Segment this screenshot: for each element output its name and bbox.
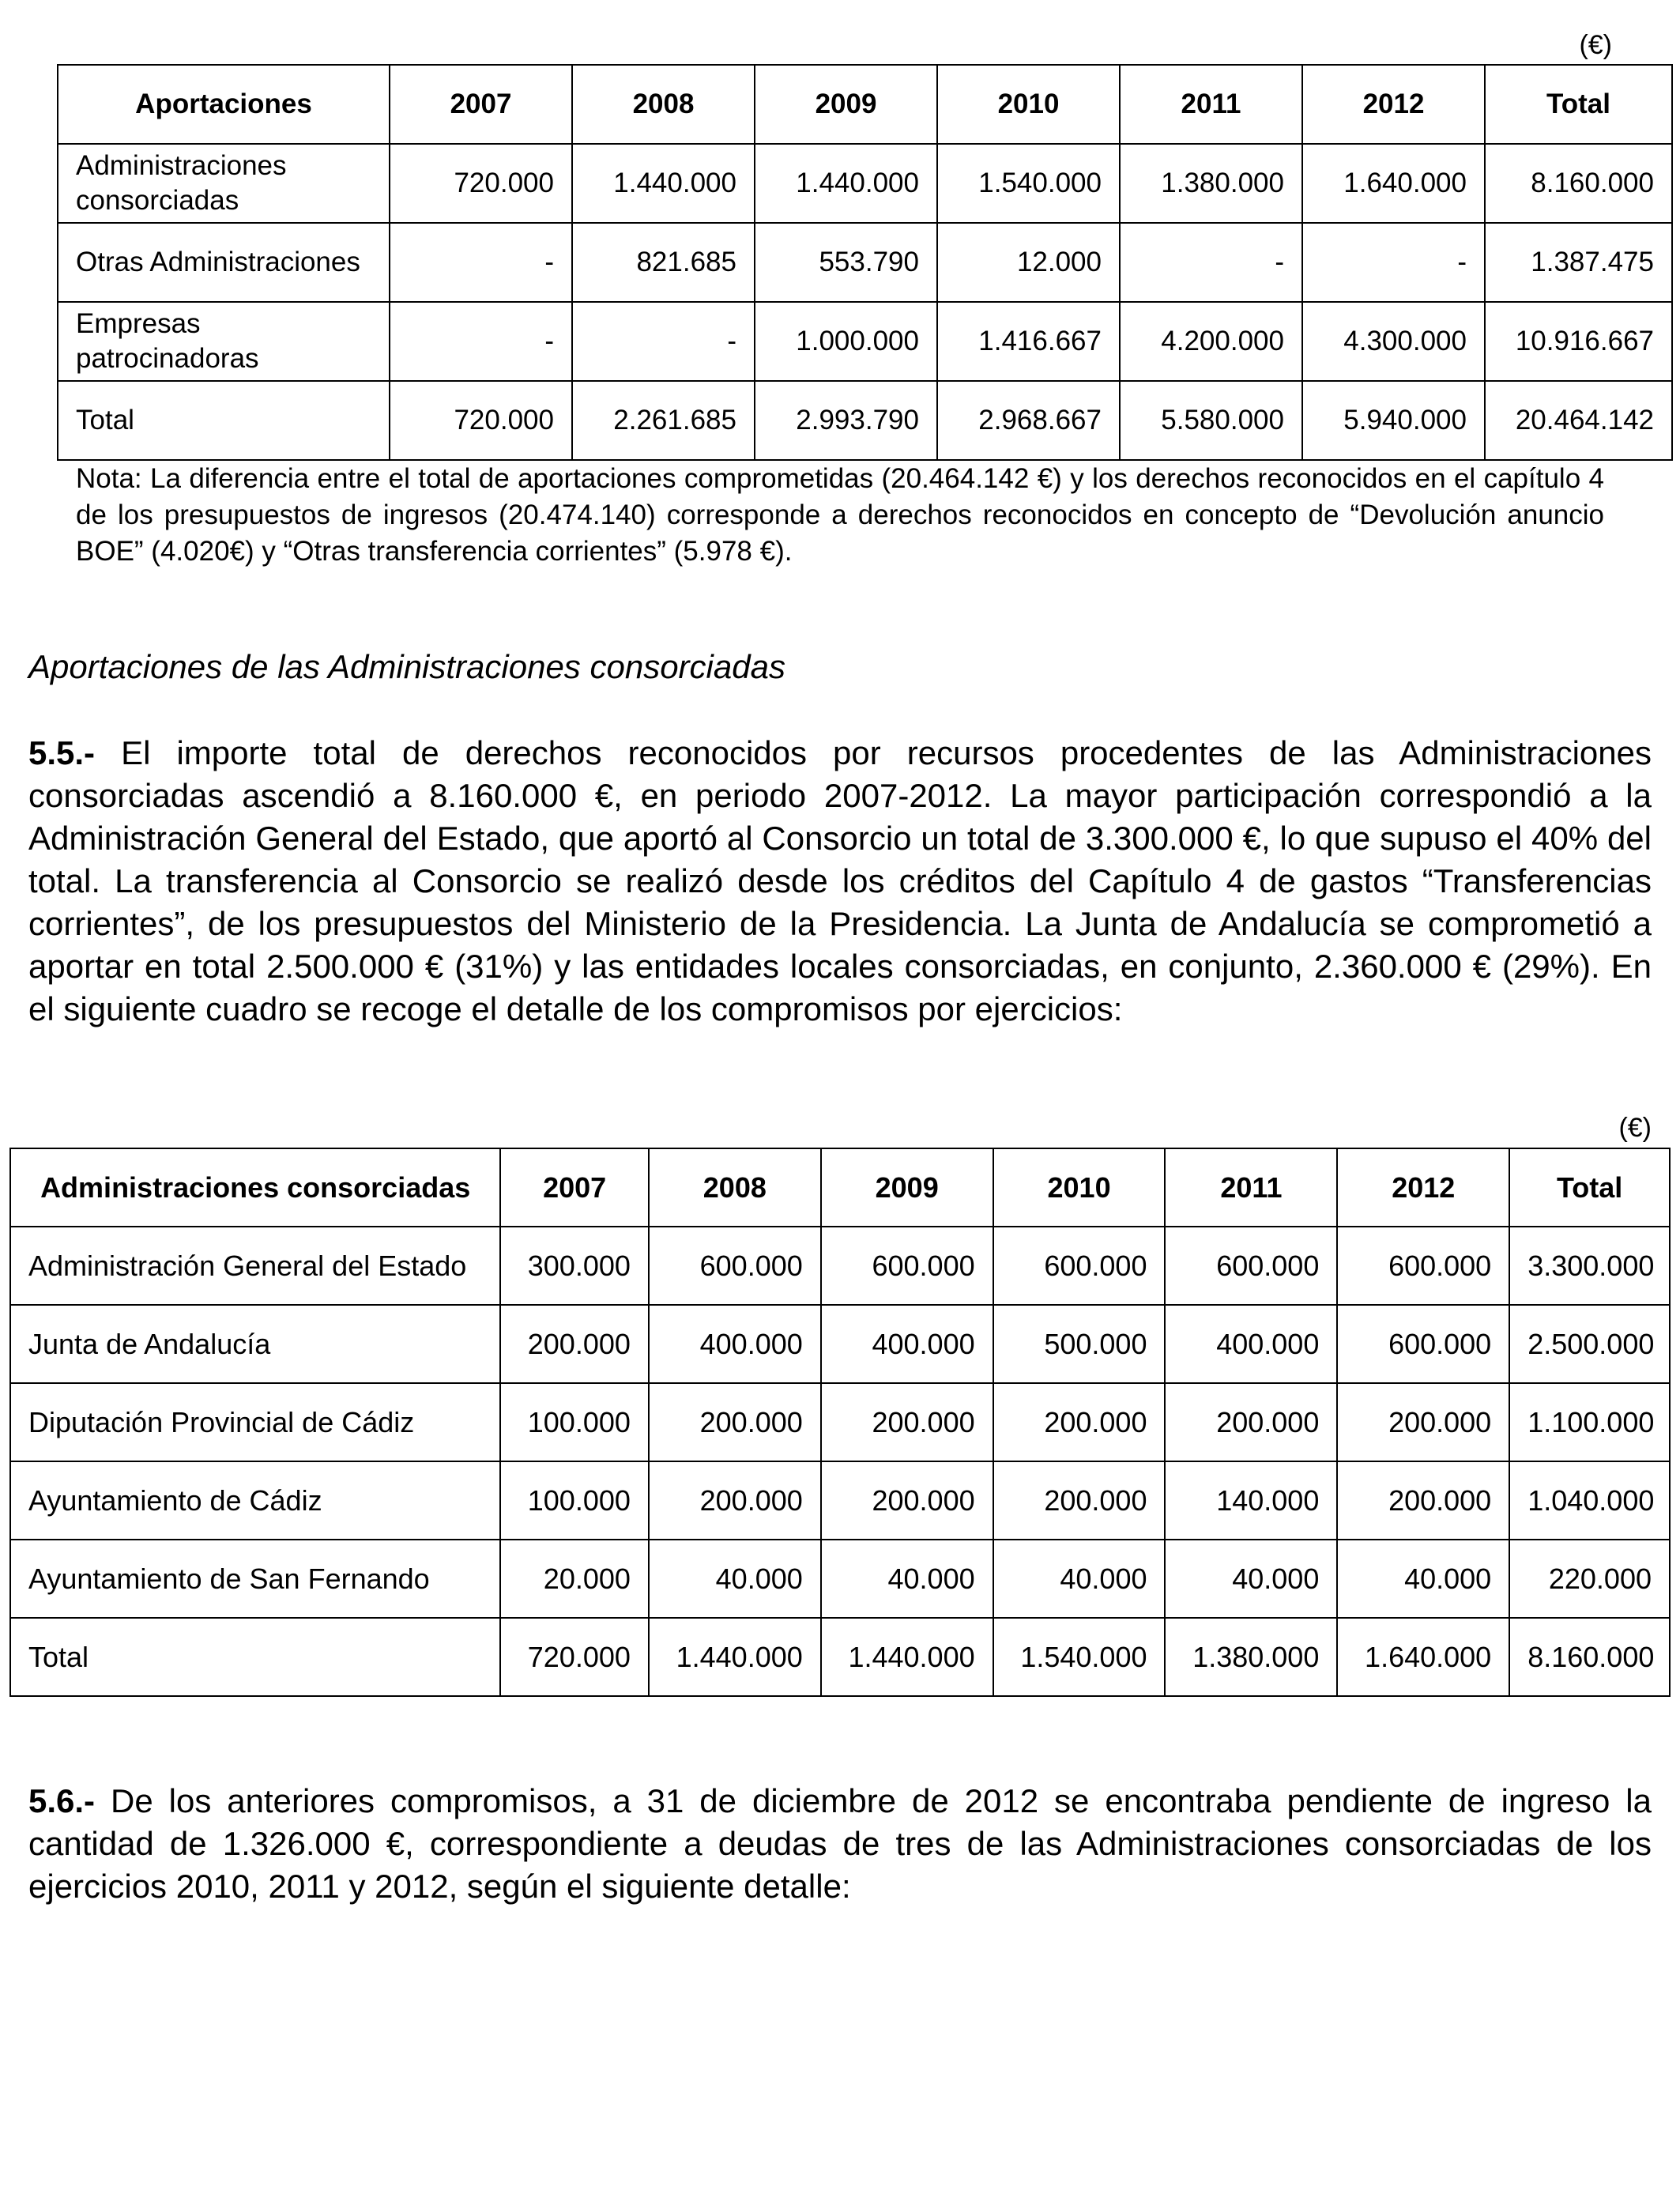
cell-value: 8.160.000 (1509, 1618, 1670, 1696)
cell-value: 220.000 (1509, 1540, 1670, 1618)
cell-value: 1.440.000 (649, 1618, 821, 1696)
cell-value: 2.261.685 (572, 381, 755, 460)
cell-value: 20.000 (500, 1540, 649, 1618)
table-row (58, 223, 1672, 302)
paragraph-text: El importe total de derechos reconocidos por recursos procedentes de las Administraciones consorciadas ascendió a 8.160.000 €, en periodo 2007-2012. La mayor participación correspondió a la Administración General del Estado, que aportó al Consorcio un total de 3.300.000 €, lo que supuso el 40% del total. La transferencia al Consorcio se realizó desde los créditos del Capítulo 4 de gastos “Transferencias corrientes”, de los presupuestos del Ministerio de la Presidencia. La Junta de Andalucía se comprometió a aportar en total 2.500.000 € (31%) y las entidades locales consorciadas, en conjunto, 2.360.000 € (29%). En el siguiente cuadro se recoge el detalle de los compromisos por ejercicios: (28, 734, 1652, 1027)
cell-value: 1.380.000 (1165, 1618, 1337, 1696)
header-cell: 2011 (1165, 1148, 1337, 1227)
cell-value: - (390, 302, 572, 381)
cell-value: 1.000.000 (755, 302, 937, 381)
cell-value: 2.500.000 (1509, 1305, 1670, 1383)
cell-value: 600.000 (1337, 1305, 1509, 1383)
cell-value: 200.000 (649, 1461, 821, 1540)
cell-value: 2.993.790 (755, 381, 937, 460)
cell-value: 500.000 (993, 1305, 1166, 1383)
cell-value: - (572, 302, 755, 381)
cell-value: 1.540.000 (937, 144, 1120, 223)
table-row (58, 302, 1672, 381)
row-label: Junta de Andalucía (10, 1305, 500, 1383)
row-label: Total (10, 1618, 500, 1696)
row-label: Empresas patrocinadoras (58, 302, 390, 381)
cell-value: 200.000 (993, 1383, 1166, 1461)
cell-value: 553.790 (755, 223, 937, 302)
cell-value: 8.160.000 (1485, 144, 1672, 223)
header-cell: 2010 (937, 65, 1120, 144)
header-cell: Aportaciones (58, 65, 390, 144)
cell-value: 600.000 (1337, 1227, 1509, 1305)
cell-value: 100.000 (500, 1383, 649, 1461)
table2-unit: (€) (1618, 1113, 1652, 1143)
cell-value: 600.000 (649, 1227, 821, 1305)
cell-value: 2.968.667 (937, 381, 1120, 460)
cell-value: - (1302, 223, 1485, 302)
cell-value: 4.300.000 (1302, 302, 1485, 381)
cell-value: 200.000 (500, 1305, 649, 1383)
header-cell: Total (1485, 65, 1672, 144)
cell-value: 20.464.142 (1485, 381, 1672, 460)
paragraph-5-5 (28, 732, 1652, 1031)
header-cell: 2009 (755, 65, 937, 144)
cell-value: 4.200.000 (1120, 302, 1302, 381)
header-cell: 2010 (993, 1148, 1166, 1227)
cell-value: 300.000 (500, 1227, 649, 1305)
table-row (10, 1461, 1670, 1540)
header-cell: 2007 (500, 1148, 649, 1227)
cell-value: 821.685 (572, 223, 755, 302)
header-cell: 2012 (1302, 65, 1485, 144)
table-row (10, 1305, 1670, 1383)
table-header-row (10, 1148, 1670, 1227)
header-cell: 2008 (649, 1148, 821, 1227)
cell-value: 1.640.000 (1337, 1618, 1509, 1696)
cell-value: 400.000 (1165, 1305, 1337, 1383)
paragraph-number: 5.5.- (28, 734, 96, 771)
table-header-row (58, 65, 1672, 144)
cell-value: 600.000 (993, 1227, 1166, 1305)
cell-value: 1.387.475 (1485, 223, 1672, 302)
cell-value: - (1120, 223, 1302, 302)
cell-value: 200.000 (993, 1461, 1166, 1540)
cell-value: 600.000 (1165, 1227, 1337, 1305)
cell-value: 5.580.000 (1120, 381, 1302, 460)
header-cell: 2011 (1120, 65, 1302, 144)
row-label: Administración General del Estado (10, 1227, 500, 1305)
cell-value: 40.000 (649, 1540, 821, 1618)
table1-note: Nota: La diferencia entre el total de aportaciones comprometidas (20.464.142 €) y los derechos reconocidos en el capítulo 4 de los presupuestos de ingresos (20.474.140) corresponde a derechos reconocidos en concepto de “Devolución anuncio BOE” (4.020€) y “Otras transferencia corrientes” (5.978 €). (76, 463, 1604, 567)
paragraph-number: 5.6.- (28, 1782, 96, 1819)
cell-value: 12.000 (937, 223, 1120, 302)
header-cell: 2012 (1337, 1148, 1509, 1227)
cell-value: 200.000 (1337, 1461, 1509, 1540)
row-label: Administraciones consorciadas (58, 144, 390, 223)
header-cell: 2007 (390, 65, 572, 144)
row-label: Ayuntamiento de Cádiz (10, 1461, 500, 1540)
paragraph-text: De los anteriores compromisos, a 31 de diciembre de 2012 se encontraba pendiente de ingreso la cantidad de 1.326.000 €, correspondiente a deudas de tres de las Administraciones consorciadas de los ejercicios 2010, 2011 y 2012, según el siguiente detalle: (28, 1782, 1652, 1905)
table-row (10, 1227, 1670, 1305)
cell-value: 720.000 (390, 144, 572, 223)
cell-value: 1.040.000 (1509, 1461, 1670, 1540)
cell-value: 400.000 (821, 1305, 993, 1383)
table1-unit: (€) (1579, 30, 1612, 60)
cell-value: 1.440.000 (755, 144, 937, 223)
cell-value: 200.000 (1337, 1383, 1509, 1461)
cell-value: 1.640.000 (1302, 144, 1485, 223)
cell-value: 600.000 (821, 1227, 993, 1305)
row-label: Otras Administraciones (58, 223, 390, 302)
table-total-row (58, 381, 1672, 460)
cell-value: 200.000 (821, 1383, 993, 1461)
cell-value: 100.000 (500, 1461, 649, 1540)
cell-value: 1.540.000 (993, 1618, 1166, 1696)
cell-value: 140.000 (1165, 1461, 1337, 1540)
header-cell: 2009 (821, 1148, 993, 1227)
cell-value: 40.000 (993, 1540, 1166, 1618)
row-label: Total (58, 381, 390, 460)
cell-value: 1.416.667 (937, 302, 1120, 381)
cell-value: 40.000 (821, 1540, 993, 1618)
row-label: Ayuntamiento de San Fernando (10, 1540, 500, 1618)
cell-value: 1.380.000 (1120, 144, 1302, 223)
contributions-table (57, 64, 1673, 461)
consortium-contributions-table (9, 1148, 1671, 1697)
cell-value: 10.916.667 (1485, 302, 1672, 381)
cell-value: 40.000 (1165, 1540, 1337, 1618)
cell-value: 40.000 (1337, 1540, 1509, 1618)
table-row (10, 1540, 1670, 1618)
table-row (10, 1383, 1670, 1461)
cell-value: 200.000 (1165, 1383, 1337, 1461)
header-cell: Total (1509, 1148, 1670, 1227)
cell-value: 1.440.000 (572, 144, 755, 223)
header-cell: Administraciones consorciadas (10, 1148, 500, 1227)
cell-value: 1.100.000 (1509, 1383, 1670, 1461)
cell-value: - (390, 223, 572, 302)
cell-value: 720.000 (390, 381, 572, 460)
row-label: Diputación Provincial de Cádiz (10, 1383, 500, 1461)
paragraph-5-6 (28, 1780, 1652, 1908)
cell-value: 200.000 (821, 1461, 993, 1540)
cell-value: 3.300.000 (1509, 1227, 1670, 1305)
cell-value: 400.000 (649, 1305, 821, 1383)
cell-value: 200.000 (649, 1383, 821, 1461)
section-subheading: Aportaciones de las Administraciones consorciadas (28, 648, 785, 685)
table-total-row (10, 1618, 1670, 1696)
cell-value: 1.440.000 (821, 1618, 993, 1696)
header-cell: 2008 (572, 65, 755, 144)
cell-value: 5.940.000 (1302, 381, 1485, 460)
cell-value: 720.000 (500, 1618, 649, 1696)
table-row (58, 144, 1672, 223)
